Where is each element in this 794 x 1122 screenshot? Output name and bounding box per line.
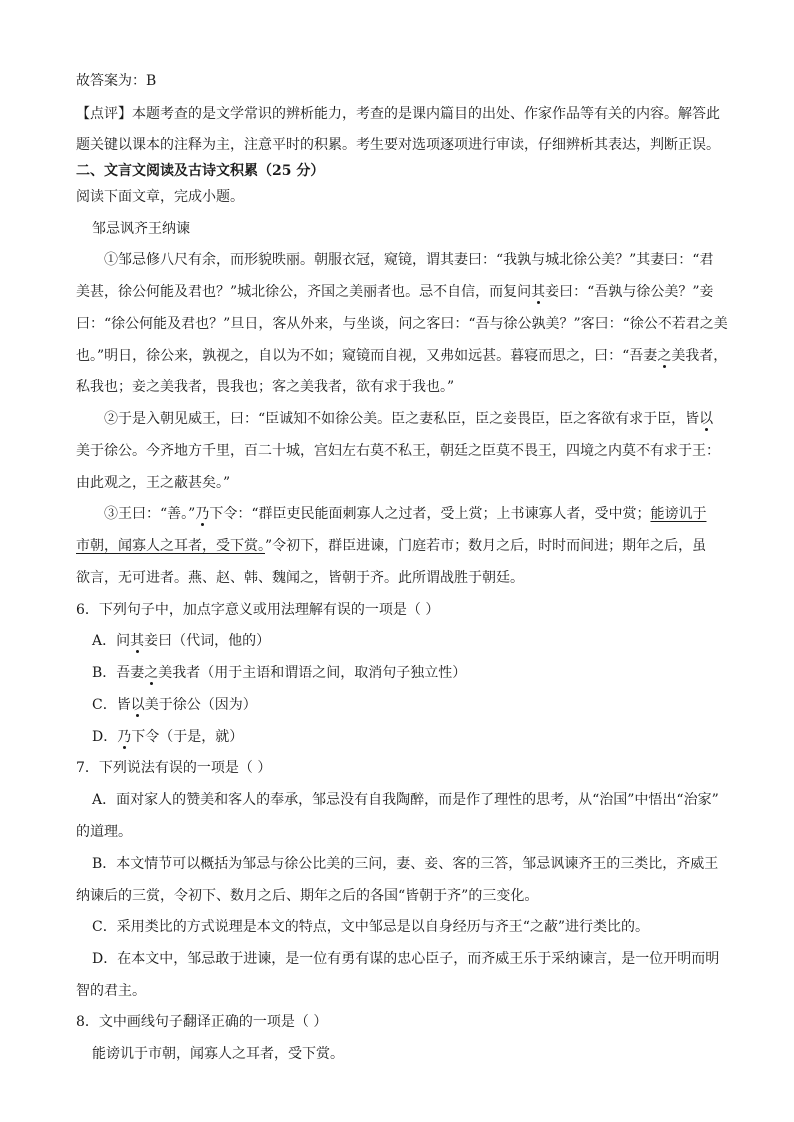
text-segment: C．皆 bbox=[92, 697, 131, 713]
text-segment: 美我者， bbox=[671, 348, 728, 364]
text-line bbox=[76, 1012, 327, 1032]
text-segment: 能谤讥于市朝，闻寡人之耳者，受下赏。 bbox=[92, 1046, 344, 1062]
dotted-character: 之 bbox=[144, 665, 159, 681]
text-segment: 6．下列句子中，加点字意义或用法理解有误的一项是（ ） bbox=[76, 602, 440, 618]
text-line bbox=[92, 854, 718, 874]
text-line bbox=[76, 441, 720, 461]
text-segment: 下令（于是，就） bbox=[131, 729, 244, 745]
text-line bbox=[76, 314, 728, 334]
text-segment: 美我者（用于主语和谓语之间，取消句子独立性） bbox=[158, 665, 467, 681]
dotted-character: 之 bbox=[657, 348, 672, 364]
text-line bbox=[104, 409, 713, 429]
text-segment: 的道理。 bbox=[76, 824, 132, 840]
text-line bbox=[76, 135, 720, 155]
text-line bbox=[92, 631, 270, 651]
text-segment: 也。”明日，徐公来，孰视之，自以为不如；窥镜而自视，又弗如远甚。暮寝而思之，曰：“吾妻 bbox=[76, 348, 658, 364]
text-line bbox=[92, 790, 719, 810]
underlined-sentence: 市朝，闻寡人之耳者，受下赏。 bbox=[76, 538, 265, 554]
underlined-sentence: 能谤讥于 bbox=[650, 506, 707, 522]
text-segment: 欲言，无可进者。燕、赵、韩、魏闻之，皆朝于齐。此所谓战胜于朝廷。 bbox=[76, 570, 524, 586]
text-segment: 【点评】本题考查的是文学常识的辨析能力，考查的是课内篇目的出处、作家作品等有关的内容。解答此 bbox=[76, 106, 720, 122]
text-segment: B．本文情节可以概括为邹忌与徐公比美的三问，妻、妾、客的三答，邹忌讽谏齐王的三类比，齐威王 bbox=[92, 856, 719, 872]
text-line bbox=[92, 949, 719, 969]
dotted-character: 其 bbox=[130, 633, 145, 649]
text-segment: 妾曰：“吾孰与徐公美？”妾 bbox=[545, 284, 714, 300]
text-line bbox=[76, 282, 713, 302]
text-segment: 妾曰（代词，他的） bbox=[144, 633, 271, 649]
text-line bbox=[76, 377, 454, 397]
text-line bbox=[76, 568, 524, 588]
text-segment: ②于是入朝见威王，曰：“臣诚知不如徐公美。臣之妻私臣，臣之妾畏臣，臣之客欲有求于臣，皆 bbox=[104, 411, 700, 427]
text-line bbox=[76, 71, 156, 91]
text-segment: 私我也；妾之美我者，畏我也；客之美我者，欲有求于我也。” bbox=[76, 379, 455, 395]
text-line bbox=[92, 1044, 344, 1064]
text-line bbox=[92, 663, 466, 683]
text-segment: 题关键以课本的注释为主，注意平时的积累。考生要对选项逐项进行审读，仔细辨析其表达，判断正误。 bbox=[76, 137, 720, 153]
text-segment: 美于徐公（因为） bbox=[144, 697, 257, 713]
text-segment: ①邹忌修八尺有余，而形貌昳丽。朝服衣冠，窥镜，谓其妻曰：“我孰与城北徐公美？”其妻曰：“君 bbox=[104, 252, 714, 268]
text-line bbox=[104, 504, 706, 524]
text-segment: 纳谏后的三赏，令初下、数月之后、期年之后的各国“皆朝于齐”的三变化。 bbox=[76, 888, 539, 904]
text-line bbox=[76, 822, 132, 842]
text-segment: 由此观之，王之蔽甚矣。” bbox=[76, 475, 231, 491]
text-segment: 智的君主。 bbox=[76, 983, 146, 999]
text-segment: A．面对家人的赞美和客人的奉承，邹忌没有自我陶醉，而是作了理性的思考，从“治国”中悟出“治家” bbox=[92, 792, 719, 808]
text-line bbox=[76, 886, 538, 906]
text-line bbox=[76, 473, 230, 493]
text-line bbox=[76, 104, 720, 124]
text-segment: 阅读下面文章，完成小题。 bbox=[76, 189, 244, 205]
text-line bbox=[92, 695, 257, 715]
text-line bbox=[92, 917, 649, 937]
text-segment: 二、文言文阅读及古诗文积累（25 分） bbox=[76, 163, 325, 179]
text-line bbox=[76, 346, 727, 366]
text-segment: 下令：“群臣吏民能面刺寡人之过者，受上赏；上书谏寡人者，受中赏； bbox=[209, 506, 651, 522]
text-line bbox=[92, 727, 243, 747]
text-segment: C．采用类比的方式说理是本文的特点，文中邹忌是以自身经历与齐王“之蔽”进行类比的。 bbox=[92, 919, 650, 935]
text-line bbox=[76, 981, 146, 1001]
dotted-character: 其 bbox=[531, 284, 546, 300]
text-line bbox=[104, 250, 713, 270]
text-line bbox=[76, 536, 706, 556]
text-segment: 美甚，徐公何能及君也？”城北徐公，齐国之美丽者也。忌不自信，而复问 bbox=[76, 284, 532, 300]
text-segment: 曰：“徐公何能及君也？”旦日，客从外来，与坐谈，问之客曰：“吾与徐公孰美？”客曰：“徐公不若君之美 bbox=[76, 316, 728, 332]
text-segment: B．吾妻 bbox=[92, 665, 145, 681]
text-segment: A．问 bbox=[92, 633, 131, 649]
text-line bbox=[76, 600, 439, 620]
text-segment: D． bbox=[92, 729, 118, 745]
text-line bbox=[76, 187, 244, 207]
text-segment: 邹忌讽齐王纳谏 bbox=[92, 221, 190, 237]
text-segment: 7．下列说法有误的一项是（ ） bbox=[76, 760, 272, 776]
text-segment: 8．文中画线句子翻译正确的一项是（ ） bbox=[76, 1014, 328, 1030]
text-line bbox=[92, 219, 190, 239]
text-segment: 美于徐公。今齐地方千里，百二十城，宫妇左右莫不私王，朝廷之臣莫不畏王，四境之内莫不有求于王： bbox=[76, 443, 720, 459]
dotted-character: 以 bbox=[130, 697, 145, 713]
dotted-character: 乃 bbox=[195, 506, 210, 522]
text-segment: ”令初下，群臣进谏，门庭若市；数月之后，时时而间进；期年之后，虽 bbox=[265, 538, 707, 554]
dotted-character: 以 bbox=[699, 411, 714, 427]
dotted-character: 乃 bbox=[117, 729, 132, 745]
text-segment: 故答案为：B bbox=[76, 73, 157, 89]
text-segment: D．在本文中，邹忌敢于进谏，是一位有勇有谋的忠心臣子，而齐威王乐于采纳谏言，是一位开明而明 bbox=[92, 951, 720, 967]
text-line bbox=[76, 758, 271, 778]
text-segment: ③王曰：“善。” bbox=[104, 506, 196, 522]
section-heading bbox=[76, 161, 324, 181]
